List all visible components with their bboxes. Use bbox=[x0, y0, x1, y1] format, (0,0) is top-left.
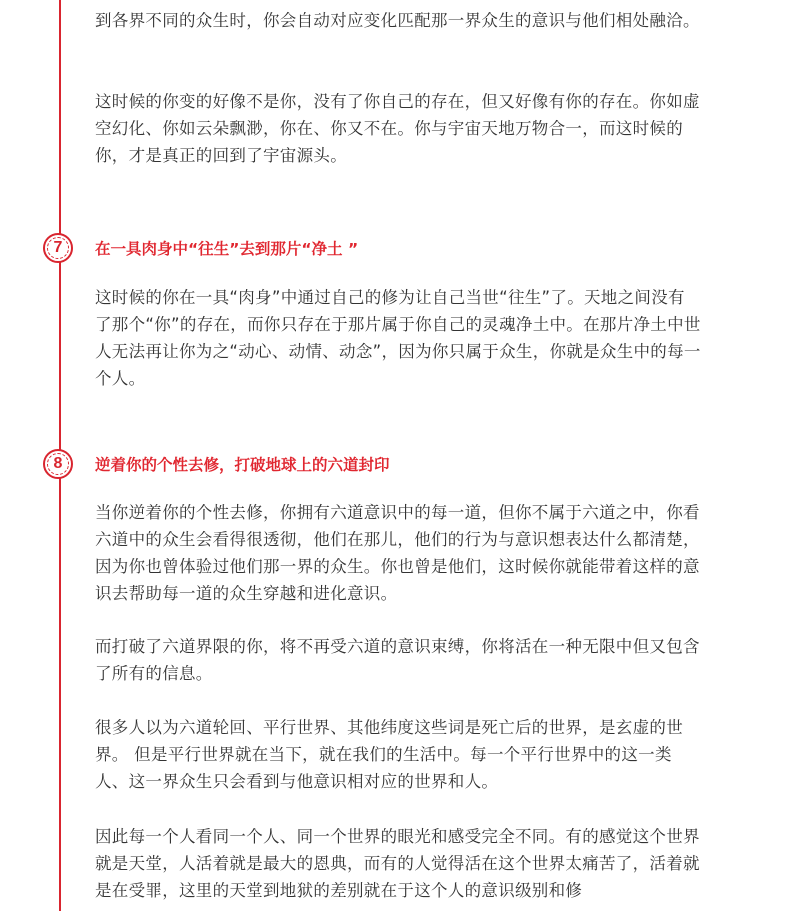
section-heading-8: 逆着你的个性去修，打破地球上的六道封印 bbox=[95, 456, 390, 474]
step-badge-8 bbox=[43, 449, 73, 479]
section-heading-7: 在一具肉身中“往生”去到那片“净土 ” bbox=[95, 240, 359, 258]
step-number-7: 7 bbox=[53, 239, 63, 256]
paragraph-top-2: 这时候的你变的好像不是你，没有了你自己的存在，但又好像有你的存在。你如虚空幻化、你如云朵飘渺，你在、你又不在。你与宇宙天地万物合一，而这时候的你，才是真正的回到了宇宙源头。 bbox=[95, 92, 700, 165]
step-number-8: 8 bbox=[53, 455, 63, 472]
section8-paragraph-2: 而打破了六道界限的你，将不再受六道的意识束缚，你将活在一种无限中但又包含了所有的信息。 bbox=[95, 637, 700, 683]
step-badge-7 bbox=[43, 233, 73, 263]
section8-paragraph-3: 很多人以为六道轮回、平行世界、其他纬度这些词是死亡后的世界，是玄虚的世界。 但是平行世界就在当下，就在我们的生活中。每一个平行世界中的这一类人、这一界众生只会看到与他意识相对应的世界和人。 bbox=[95, 718, 683, 791]
section8-paragraph-4: 因此每一个人看同一个人、同一个世界的眼光和感受完全不同。有的感觉这个世界就是天堂，人活着就是最大的恩典，而有的人觉得活在这个世界太痛苦了，活着就是在受罪，这里的天堂到地狱的差别就在于这个人的意识级别和修 bbox=[95, 827, 700, 900]
paragraph-top-1: 到各界不同的众生时，你会自动对应变化匹配那一界众生的意识与他们相处融洽。 bbox=[95, 11, 700, 30]
section7-paragraph-1: 这时候的你在一具“肉身”中通过自己的修为让自己当世“往生”了。天地之间没有了那个“你”的存在，而你只存在于那片属于你自己的灵魂净土中。在那片净土中世人无法再让你为之“动心、动情、动念”，因为你只属于众生，你就是众生中的每一个人。 bbox=[95, 288, 701, 388]
section8-paragraph-1: 当你逆着你的个性去修，你拥有六道意识中的每一道，但你不属于六道之中，你看六道中的众生会看得很透彻，他们在那儿，他们的行为与意识想表达什么都清楚，因为你也曾体验过他们那一界的众生。你也曾是他们，这时候你就能带着这样的意识去帮助每一道的众生穿越和进化意识。 bbox=[95, 503, 700, 603]
